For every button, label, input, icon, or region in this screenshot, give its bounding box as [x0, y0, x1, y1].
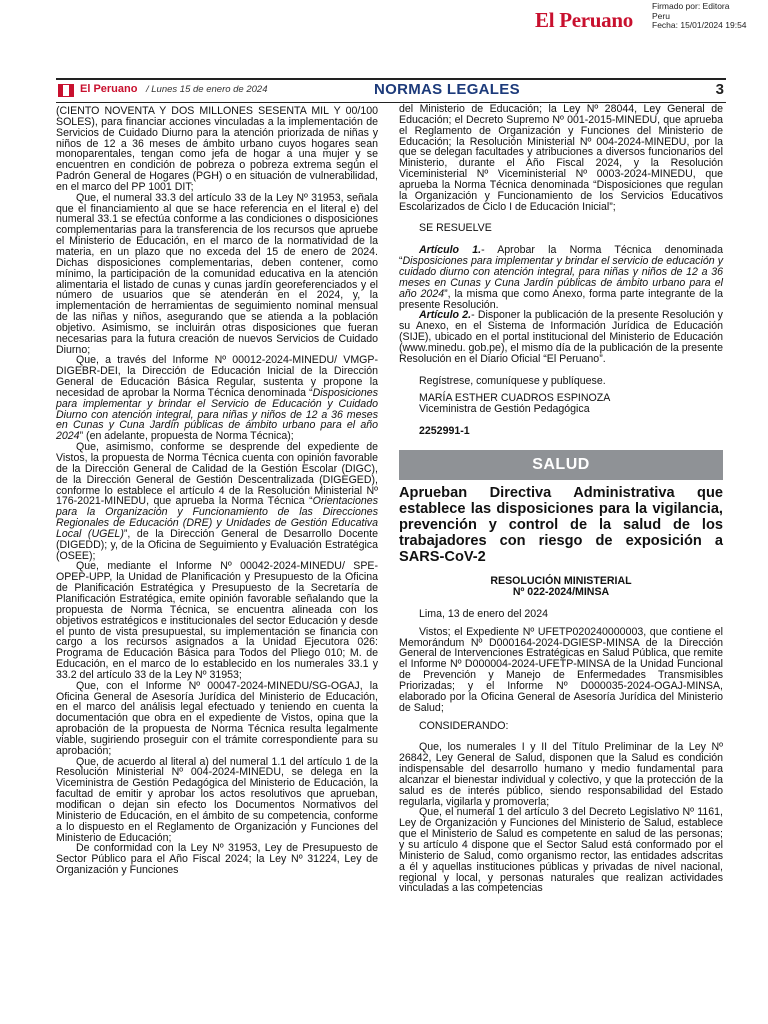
paragraph: Que, los numerales I y II del Título Preliminar de la Ley Nº 26842, Ley General de Salud, disponen que la Salud es condición indispensable del desarrollo humano y medio fundamental para alcanzar el bienestar individual y colectivo, y que la protección de la salud es de interés público, siendo responsabilidad del Estado regularla, vigilarla y promoverla; [399, 741, 723, 808]
paragraph: Que, mediante el Informe Nº 00042-2024-MINEDU/ SPE-OPEP-UPP, la Unidad de Planificación y Presupuesto de la Oficina de Planificación Estratégica y Presupuesto de la Secretaría de Planificación Estratégica, emite opinión favorable señalando que la propuesta de Norma Técnica, se encuentra alineada con los objetivos estratégicos e institucionales del sector Educación y desde el punto de vista presupuestal, su implementación se financia con cargo a los recursos asignados a la Unidad Ejecutora 026: Programa de Educación Básica para Todos del Pliego 010; M. de Educación, en el marco de lo establecido en los numerales 33.1 y 33.2 del artículo 33 de la Ley Nº 31953; [56, 560, 378, 681]
signature-line: Fecha: 15/01/2024 19:54 [652, 20, 747, 30]
right-column [399, 104, 723, 894]
masthead-logo: El Peruano [535, 8, 633, 32]
digital-signature [652, 2, 747, 31]
text: - Disponer la publicación de la presente Resolución y su Anexo, en el Sistema de Información Jurídica de Educación (SIJE), ubicado en el portal institucional del Ministerio de Educación (www.minedu. gob.pe), el mismo día de la publicación de la presente Resolución en el Diario Oficial “El Peruano”. [399, 309, 723, 365]
text: ”, de la Dirección General de Desarrollo Docente (DIGEDD); y, de la Oficina de Seguimiento y Evaluación Estratégica (OSEE); [56, 527, 378, 562]
considerando: CONSIDERANDO: [419, 719, 509, 732]
signer-name: MARÍA ESTHER CUADROS ESPINOZA [419, 392, 611, 405]
text: - Aprobar la Norma Técnica denominada “ [399, 244, 723, 268]
header-paper-name: El Peruano [80, 83, 138, 95]
publication-code: 2252991-1 [419, 425, 470, 438]
closing-formula: Regístrese, comuníquese y publíquese. [419, 374, 606, 387]
section-band-salud: SALUD [399, 450, 723, 480]
paragraph [56, 355, 378, 442]
article-label: Artículo 2. [419, 309, 472, 322]
norm-headline: Aprueban Directiva Administrativa que establece las disposiciones para la vigilancia, prevención y control de la salud de los trabajadores con riesgo de exposición a SARS-CoV-2 [399, 484, 723, 565]
text: ” (en adelante, propuesta de Norma Técnica); [79, 430, 294, 443]
paragraph: (CIENTO NOVENTA Y DOS MILLONES SESENTA MIL Y 00/100 SOLES), para financiar acciones vinculadas a la implementación de Servicios de Cuidado Diurno para la atención priorizada de niñas y niños de 12 a 36 meses de ámbito urbano cuyos hogares sean monoparentales, tengan como jefa de hogar a una mujer y se encuentren en condición de pobreza o pobreza extrema según el Padrón General de Hogares (PGH) o en situación de vulnerabilidad, en el marco del PP 1001 DIT; [56, 105, 378, 193]
header-section: NORMAS LEGALES [374, 81, 520, 98]
left-column [56, 106, 378, 876]
paragraph [56, 442, 378, 561]
norm-title: Disposiciones para implementar y brindar el Servicio de Educación y Cuidado Diurno con atención integral, para niñas y niños de 12 a 36 meses en Cunas y Cuna Jardín públicas de ámbito urbano para el año 2024 [56, 386, 378, 443]
text: ”, la misma que como Anexo, forma parte integrante de la presente Resolución. [399, 287, 723, 311]
signature-line: Peru [652, 10, 670, 21]
norm-title: Orientaciones para la Organización y Funcionamiento de las Direcciones Regionales de Educación (DRE) y Unidades de Gestión Educativa Local (UGEL) [56, 495, 378, 540]
text: Que, asimismo, conforme se desprende del expediente de Vistos, la propuesta de Norma Técnica cuenta con opinión favorable de la Dirección General de Calidad de la Gestión Escolar (DIGC), de la Dirección General de Gestión Descentralizada (DIGEGED), conforme lo establece el artículo 4 de la Resolución Ministerial Nº 176-2021-MINEDU, que aprueba la Norma Técnica “ [56, 441, 378, 508]
place-date: Lima, 13 de enero del 2024 [419, 607, 548, 620]
paragraph: del Ministerio de Educación; la Ley Nº 28044, Ley General de Educación; el Decreto Supremo Nº 001-2015-MINEDU, que aprueba el Reglamento de Organización y Funciones del Ministerio de Educación; la Resolución Ministerial Nº 004-2024-MINEDU, por la que se delegan facultades y atribuciones a diversos funcionarios del Ministerio, durante el Año Fiscal 2024, y la Resolución Viceministerial Nº Viceministerial Nº 0003-2024-MINEDU, que aprueba la Norma Técnica denominada “Disposiciones que regulan la Organización y Funcionamiento de los Servicios Educativos Escolarizados de Ciclo I de Educación Inicial”; [399, 103, 723, 213]
resolution-type: RESOLUCIÓN MINISTERIAL [490, 574, 632, 587]
paragraph: Que, con el Informe Nº 00047-2024-MINEDU/SG-OGAJ, la Oficina General de Asesoría Jurídica del Ministerio de Educación, en el marco del análisis legal efectuado y teniendo en cuenta la documentación que obra en el expediente de Vistos, opina que la aprobación de la propuesta de Norma Técnica resulta legalmente viable, sugiriendo proseguir con el trámite correspondiente para su aprobación; [56, 679, 378, 757]
signature-line: Firmado por: Editora [652, 1, 730, 11]
article-2 [399, 310, 723, 364]
paragraph: De conformidad con la Ley Nº 31953, Ley de Presupuesto de Sector Público para el Año Fiscal 2024; la Ley Nº 31224, Ley de Organización y Funciones [56, 842, 378, 877]
se-resuelve: SE RESUELVE [419, 222, 492, 235]
text: Que, a través del Informe Nº 00012-2024-MINEDU/ VMGP-DIGEBR-DEI, la Dirección de Educación Inicial de la Dirección General de Educación Básica Regular, sustenta y propone la necesidad de aprobar la Norma Técnica denominada “ [56, 354, 378, 399]
resolution-title [399, 576, 723, 598]
resolution-number: Nº 022-2024/MINSA [512, 585, 610, 598]
signer-role: Viceministra de Gestión Pedagógica [419, 403, 590, 416]
paragraph: Vistos; el Expediente Nº UFETP020240000003, que contiene el Memorándum Nº D000164-2024-DGIESP-MINSA de la Dirección General de Intervenciones Estratégicas en Salud Pública, que remite el Informe Nº D000004-2024-UFETP-MINSA de la Unidad Funcional de Prevención y Manejo de Enfermedades Transmisibles Priorizadas; y el Informe Nº D000035-2024-OGAJ-MINSA, elaborado por la Oficina General de Asesoría Jurídica del Ministerio de Salud; [399, 625, 723, 714]
page-number: 3 [715, 81, 724, 98]
article-label: Artículo 1. [419, 244, 482, 257]
article-1 [399, 245, 723, 310]
peru-flag-icon [58, 84, 74, 97]
paragraph: Que, el numeral 1 del artículo 3 del Decreto Legislativo Nº 1161, Ley de Organización y Funciones del Ministerio de Salud, establece que el Ministerio de Salud es competente en salud de las personas; y su artículo 4 dispone que el Sector Salud está conformado por el Ministerio de Salud, como organismo rector, las entidades adscritas a él y aquellas instituciones públicas y privadas de nivel nacional, regional y local, y personas naturales que realizan actividades vinculadas a las competencias [399, 806, 723, 895]
paragraph: Que, de acuerdo al literal a) del numeral 1.1 del artículo 1 de la Resolución Ministerial Nº 004-2024-MINEDU, se delega en la Viceministra de Gestión Pedagógica del Ministerio de Educación, la facultad de emitir y aprobar los actos resolutivos que aprueban, modifican o dejan sin efecto los Documentos Normativos del Ministerio de Educación, en el ámbito de su competencia, conforme a lo dispuesto en el Reglamento de Organización y Funciones del Ministerio de Educación; [56, 755, 378, 844]
paragraph: Que, el numeral 33.3 del artículo 33 de la Ley Nº 31953, señala que el financiamiento al que se hace referencia en el literal e) del numeral 33.1 se efectúa conforme a las condiciones o disposiciones complementarias para la transferencia de los recursos que apruebe el Ministerio de Educación, en el marco de la normatividad de la materia, en un plazo que no exceda del 15 de enero de 2024. Dichas disposiciones complementarias, deben contener, como mínimo, la participación de la comunidad educativa en la atención alimentaria el listado de cunas y cunas jardín georeferenciados y el número de usuarios que se atenderán en el 2024, y, la implementación de herramientas de seguimiento nominal mensual de las niñas y niños, asegurando que se atienda a la población objetivo. Asimismo, se incluirán otras disposiciones que fueran necesarias para la futura creación de nuevos Servicios de Cuidado Diurno; [56, 191, 378, 356]
header-date: / Lunes 15 de enero de 2024 [146, 84, 268, 95]
norm-title: Disposiciones para implementar y brindar el servicio de educación y cuidado diurno con atención integral, para niñas y niños de 12 a 36 meses en Cunas y Cuna Jardín públicas de ámbito urbano para el año 2024 [399, 255, 723, 300]
page-header [56, 78, 726, 103]
